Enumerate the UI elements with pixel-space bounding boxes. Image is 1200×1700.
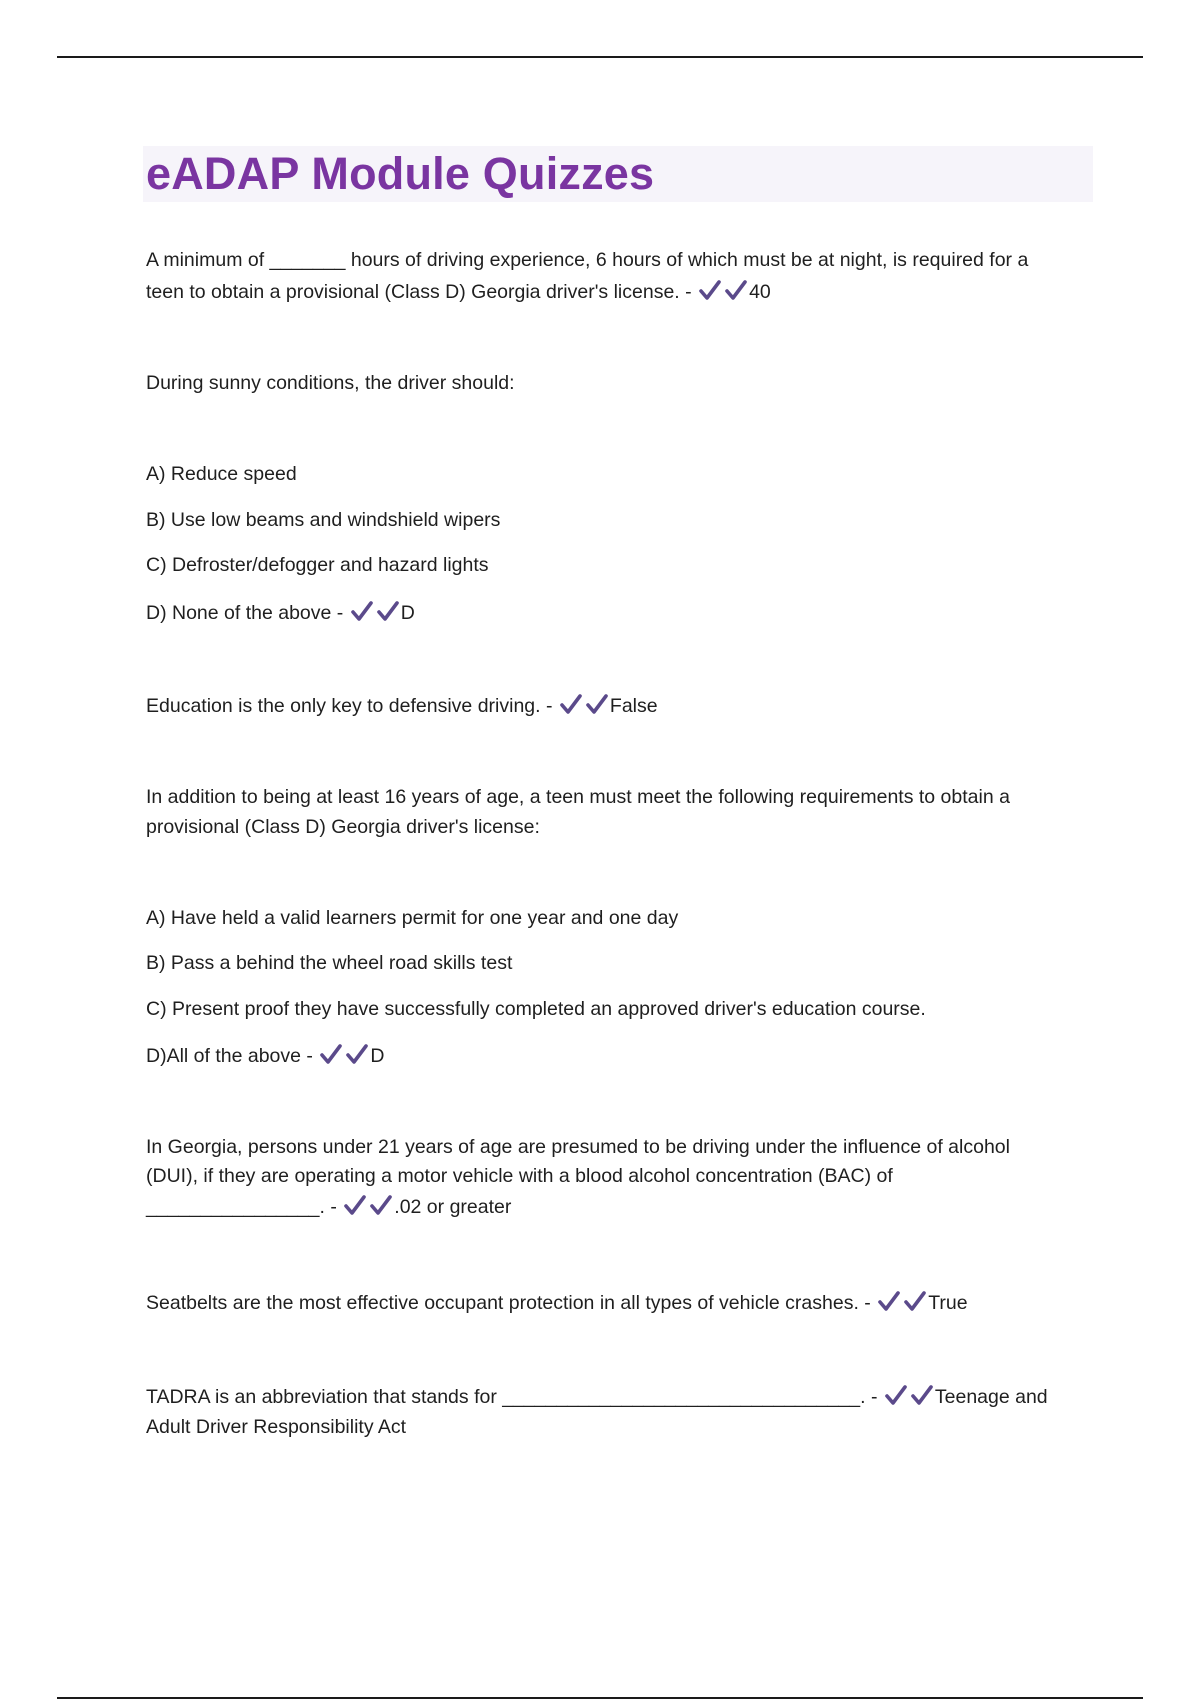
question-7-line-2: Adult Driver Responsibility Act bbox=[146, 1416, 407, 1438]
check-icon bbox=[558, 692, 584, 718]
check-icon bbox=[349, 599, 375, 625]
check-icon bbox=[883, 1383, 909, 1409]
answer-checks bbox=[697, 277, 749, 307]
question-4-option-b: B) Pass a behind the wheel road skills test bbox=[146, 952, 513, 974]
answer-checks bbox=[558, 691, 610, 721]
check-icon bbox=[723, 278, 749, 304]
question-4-option-d: D)All of the above - D bbox=[146, 1041, 384, 1071]
check-icon bbox=[909, 1383, 935, 1409]
question-4-option-c: C) Present proof they have successfully completed an approved driver's education course. bbox=[146, 998, 926, 1020]
check-icon bbox=[368, 1193, 394, 1219]
answer-checks bbox=[342, 1192, 394, 1222]
check-icon bbox=[584, 692, 610, 718]
answer-text: 40 bbox=[749, 281, 771, 303]
answer-checks bbox=[876, 1288, 928, 1318]
page-title: eADAP Module Quizzes bbox=[146, 148, 655, 199]
question-4-stem-line-2: provisional (Class D) Georgia driver's license: bbox=[146, 816, 540, 838]
question-1-line-2: teen to obtain a provisional (Class D) Georgia driver's license. - 40 bbox=[146, 277, 771, 307]
answer-text: False bbox=[609, 695, 658, 717]
answer-checks bbox=[883, 1382, 935, 1412]
check-icon bbox=[902, 1289, 928, 1315]
question-5-line-1: In Georgia, persons under 21 years of age are presumed to be driving under the influence of alcohol bbox=[146, 1136, 1010, 1158]
answer-text: D bbox=[400, 602, 415, 624]
question-2-option-a: A) Reduce speed bbox=[146, 463, 297, 485]
question-2-option-d: D) None of the above - D bbox=[146, 598, 415, 628]
answer-text: D bbox=[370, 1045, 385, 1067]
check-icon bbox=[375, 599, 401, 625]
question-2-option-c: C) Defroster/defogger and hazard lights bbox=[146, 554, 489, 576]
answer-text: True bbox=[928, 1292, 968, 1314]
question-7-line-1: TADRA is an abbreviation that stands for _________________________________. - Teenage and bbox=[146, 1382, 1048, 1412]
answer-text: .02 or greater bbox=[394, 1196, 512, 1218]
question-2-option-b: B) Use low beams and windshield wipers bbox=[146, 509, 501, 531]
check-icon bbox=[344, 1042, 370, 1068]
question-4-option-a: A) Have held a valid learners permit for one year and one day bbox=[146, 907, 679, 929]
question-4-stem-line-1: In addition to being at least 16 years of age, a teen must meet the following requirements to obtain a bbox=[146, 786, 1010, 808]
bottom-rule bbox=[57, 1697, 1143, 1699]
check-icon bbox=[697, 278, 723, 304]
answer-checks bbox=[318, 1041, 370, 1071]
answer-text: Teenage and bbox=[934, 1386, 1048, 1408]
top-rule bbox=[57, 56, 1143, 58]
question-2-stem: During sunny conditions, the driver should: bbox=[146, 372, 515, 394]
question-3-line-1: Education is the only key to defensive driving. - False bbox=[146, 691, 658, 721]
check-icon bbox=[876, 1289, 902, 1315]
check-icon bbox=[342, 1193, 368, 1219]
question-5-line-3: ________________. - .02 or greater bbox=[146, 1192, 511, 1222]
question-6-line-1: Seatbelts are the most effective occupant protection in all types of vehicle crashes. - True bbox=[146, 1288, 968, 1318]
check-icon bbox=[318, 1042, 344, 1068]
answer-checks bbox=[349, 598, 401, 628]
question-5-line-2: (DUI), if they are operating a motor vehicle with a blood alcohol concentration (BAC) of bbox=[146, 1165, 893, 1187]
question-1-line-1: A minimum of _______ hours of driving experience, 6 hours of which must be at night, is required for a bbox=[146, 249, 1029, 271]
